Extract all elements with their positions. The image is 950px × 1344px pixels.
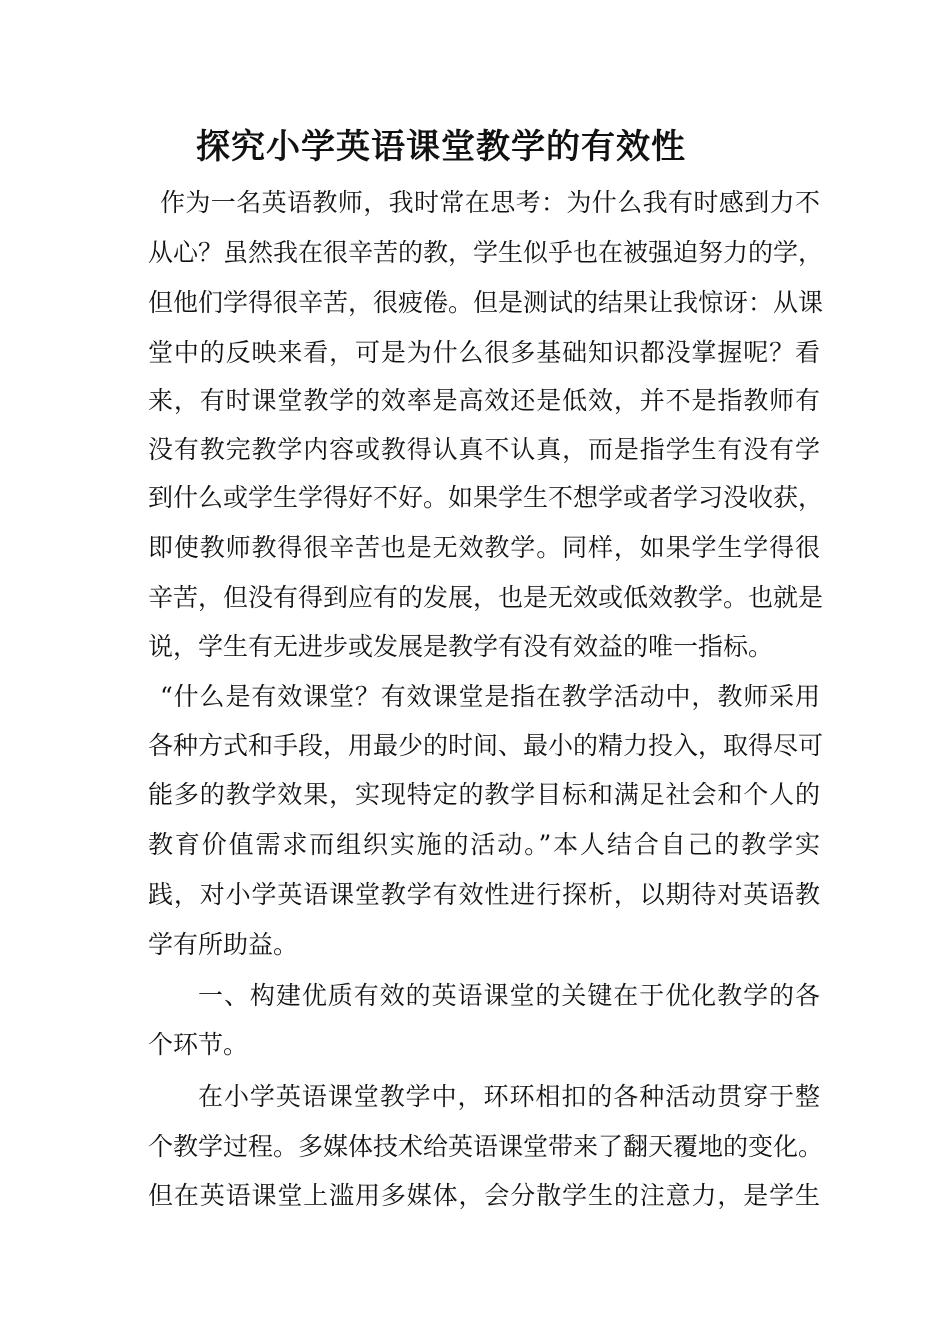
paragraph-line: 但在英语课堂上滥用多媒体，会分散学生的注意力，是学生 bbox=[148, 1181, 820, 1210]
paragraph-line: 说，学生有无进步或发展是教学有没有效益的唯一指标。 bbox=[148, 632, 774, 661]
paragraph-line: 即使教师教得很辛苦也是无效教学。同样，如果学生学得很 bbox=[148, 533, 820, 562]
paragraph-line: 教育价值需求而组织实施的活动。”本人结合自己的教学实 bbox=[148, 830, 820, 859]
paragraph-line: 从心？虽然我在很辛苦的教，学生似乎也在被强迫努力的学， bbox=[148, 238, 824, 267]
paragraph-line: 学有所助益。 bbox=[148, 930, 299, 959]
paragraph-line: 来，有时课堂教学的效率是高效还是低效，并不是指教师有 bbox=[148, 386, 820, 415]
paragraph-line: 各种方式和手段，用最少的时间、最小的精力投入，取得尽可 bbox=[148, 731, 824, 760]
paragraph-line: 作为一名英语教师，我时常在思考：为什么我有时感到力不 bbox=[160, 188, 820, 217]
section-heading-line: 一、构建优质有效的英语课堂的关键在于优化教学的各 bbox=[198, 981, 820, 1010]
section-heading-line: 个环节。 bbox=[148, 1030, 249, 1059]
paragraph-line: 堂中的反映来看，可是为什么很多基础知识都没掌握呢？看 bbox=[148, 338, 820, 367]
paragraph-line: 辛苦，但没有得到应有的发展，也是无效或低效教学。也就是 bbox=[148, 583, 824, 612]
paragraph-line: 没有教完教学内容或教得认真不认真，而是指学生有没有学 bbox=[148, 435, 820, 464]
paragraph-line: 个教学过程。多媒体技术给英语课堂带来了翻天覆地的变化。 bbox=[148, 1132, 824, 1161]
paragraph-line: 但他们学得很辛苦，很疲倦。但是测试的结果让我惊讶：从课 bbox=[148, 288, 824, 317]
paragraph-line: 到什么或学生学得好不好。如果学生不想学或者学习没收获， bbox=[148, 483, 824, 512]
paragraph-line: 践，对小学英语课堂教学有效性进行探析，以期待对英语教 bbox=[148, 880, 820, 909]
paragraph-line: 在小学英语课堂教学中，环环相扣的各种活动贯穿于整 bbox=[198, 1082, 820, 1111]
document-title: 探究小学英语课堂教学的有效性 bbox=[196, 127, 686, 167]
paragraph-line: 能多的教学效果，实现特定的教学目标和满足社会和个人的 bbox=[148, 780, 820, 809]
paragraph-line: “什么是有效课堂？有效课堂是指在教学活动中，教师采用 bbox=[160, 682, 820, 711]
